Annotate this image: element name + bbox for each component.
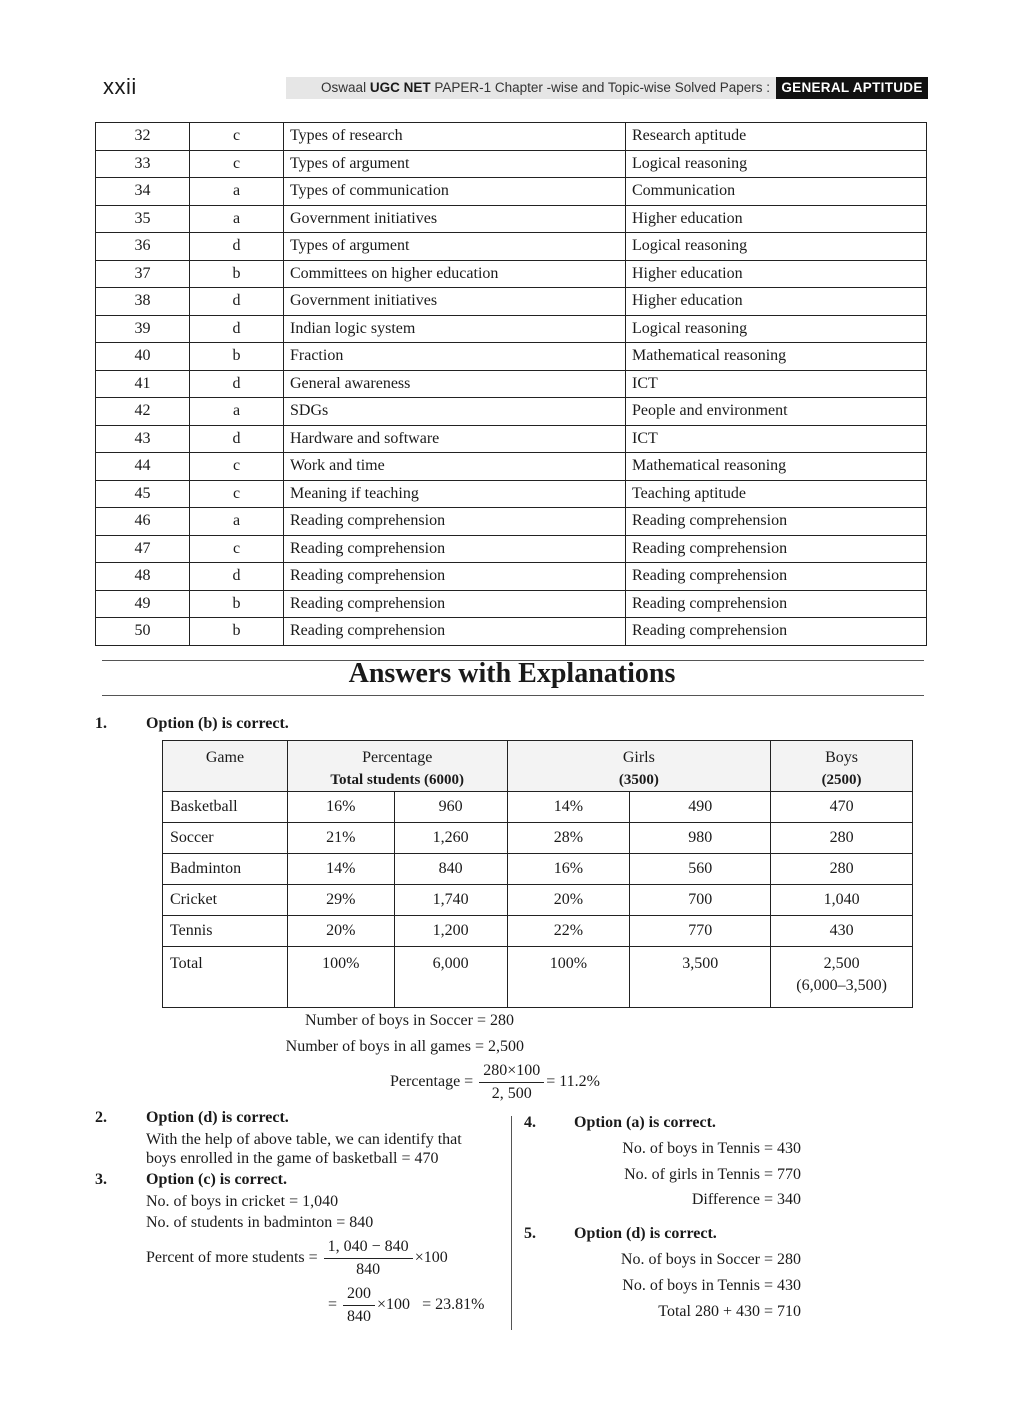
q4-line-girls-tennis: No. of girls in Tennis = 770 xyxy=(624,1166,801,1183)
option-cell: b xyxy=(190,260,284,288)
q1-percentage-label: Percentage = xyxy=(390,1073,474,1091)
option-cell: d xyxy=(190,233,284,261)
question-number-cell: 46 xyxy=(96,508,190,536)
cell-percentage: 21% xyxy=(287,823,394,854)
question-number-cell: 39 xyxy=(96,315,190,343)
area-cell: Reading comprehension xyxy=(626,590,927,618)
boys-total-note: (6,000–3,500) xyxy=(796,977,887,995)
cell-boys-count: 1,040 xyxy=(771,885,913,916)
question-number-cell: 41 xyxy=(96,370,190,398)
q1-heading: Option (b) is correct. xyxy=(146,715,289,732)
area-cell: Reading comprehension xyxy=(626,535,927,563)
topic-cell: Reading comprehension xyxy=(284,618,626,646)
option-cell: c xyxy=(190,480,284,508)
q3-line-students-badminton: No. of students in badminton = 840 xyxy=(146,1214,374,1231)
area-cell: ICT xyxy=(626,425,927,453)
option-cell: a xyxy=(190,205,284,233)
q3-line-boys-cricket: No. of boys in cricket = 1,040 xyxy=(146,1193,339,1210)
table-row xyxy=(163,854,913,885)
cell-girls-percentage: 14% xyxy=(507,792,630,823)
cell-game: Cricket xyxy=(163,885,288,916)
q3-mult-1: ×100 xyxy=(414,1249,448,1267)
cell-total-students: 1,200 xyxy=(394,916,507,947)
area-cell: Communication xyxy=(626,178,927,206)
table-row xyxy=(96,123,927,151)
table-row xyxy=(96,590,927,618)
q1-line-boys-all: Number of boys in all games = 2,500 xyxy=(285,1038,524,1055)
option-cell: d xyxy=(190,425,284,453)
option-cell: a xyxy=(190,398,284,426)
cell-boys-count: 2,500 (6,000–3,500) xyxy=(771,947,913,1008)
question-number-cell: 38 xyxy=(96,288,190,316)
q4-line-boys-tennis: No. of boys in Tennis = 430 xyxy=(622,1140,801,1157)
table-row xyxy=(163,823,913,854)
q1-percentage-result: = 11.2% xyxy=(546,1073,600,1091)
q2-text-line1: With the help of above table, we can identify that xyxy=(146,1131,462,1148)
cell-total-students: 1,740 xyxy=(394,885,507,916)
cell-girls-count: 700 xyxy=(630,885,771,916)
question-number-cell: 32 xyxy=(96,123,190,151)
area-cell: Reading comprehension xyxy=(626,563,927,591)
q5-line-total: Total 280 + 430 = 710 xyxy=(658,1303,801,1320)
area-cell: Logical reasoning xyxy=(626,315,927,343)
question-number-cell: 40 xyxy=(96,343,190,371)
table-row xyxy=(96,260,927,288)
cell-girls-count: 980 xyxy=(630,823,771,854)
header-rest: PAPER-1 Chapter -wise and Topic-wise Solved Papers : xyxy=(434,80,770,95)
option-cell: b xyxy=(190,590,284,618)
q2-text-line2: boys enrolled in the game of basketball = 470 xyxy=(146,1150,439,1167)
question-number-cell: 44 xyxy=(96,453,190,481)
cell-game: Basketball xyxy=(163,792,288,823)
table-row xyxy=(96,343,927,371)
table-row xyxy=(96,398,927,426)
option-cell: d xyxy=(190,315,284,343)
cell-percentage: 16% xyxy=(287,792,394,823)
q4-line-difference: Difference = 340 xyxy=(691,1191,801,1208)
option-cell: a xyxy=(190,508,284,536)
table-row xyxy=(163,885,913,916)
cell-game: Tennis xyxy=(163,916,288,947)
option-cell: d xyxy=(190,288,284,316)
q3-formula-label: Percent of more students = xyxy=(146,1249,318,1267)
page-number: xxii xyxy=(103,74,137,99)
q3-heading: Option (c) is correct. xyxy=(146,1171,287,1188)
col-header-girls-sub: (3500) xyxy=(618,771,659,788)
option-cell: c xyxy=(190,150,284,178)
option-cell: d xyxy=(190,563,284,591)
topic-cell: Indian logic system xyxy=(284,315,626,343)
q3-result: = 23.81% xyxy=(422,1296,485,1314)
q5-number: 5. xyxy=(524,1225,536,1242)
games-data-table xyxy=(162,740,913,1008)
question-number-cell: 33 xyxy=(96,150,190,178)
area-cell: ICT xyxy=(626,370,927,398)
table-row xyxy=(96,370,927,398)
q1-number: 1. xyxy=(95,715,107,732)
table-row xyxy=(96,618,927,646)
option-cell: d xyxy=(190,370,284,398)
table-row xyxy=(96,508,927,536)
topic-cell: Fraction xyxy=(284,343,626,371)
q1-line-boys-soccer: Number of boys in Soccer = 280 xyxy=(305,1012,514,1029)
question-number-cell: 49 xyxy=(96,590,190,618)
table-row xyxy=(96,233,927,261)
question-number-cell: 37 xyxy=(96,260,190,288)
q3-fraction-1: $\frac{1, 040 - 840}{840}$ xyxy=(324,1238,413,1279)
topic-cell: Types of communication xyxy=(284,178,626,206)
table-row xyxy=(96,150,927,178)
question-number-cell: 45 xyxy=(96,480,190,508)
question-number-cell: 35 xyxy=(96,205,190,233)
section-title: Answers with Explanations xyxy=(348,658,676,689)
answer-key-table xyxy=(95,122,927,646)
topic-cell: Committees on higher education xyxy=(284,260,626,288)
area-cell: People and environment xyxy=(626,398,927,426)
topic-cell: Government initiatives xyxy=(284,288,626,316)
cell-game: Soccer xyxy=(163,823,288,854)
q3-formula-1 xyxy=(146,1238,448,1279)
question-number-cell: 34 xyxy=(96,178,190,206)
topic-cell: Government initiatives xyxy=(284,205,626,233)
col-header-boys-sub: (2500) xyxy=(821,771,862,788)
question-number-cell: 50 xyxy=(96,618,190,646)
area-cell: Higher education xyxy=(626,260,927,288)
cell-percentage: 29% xyxy=(287,885,394,916)
q3-formula-2 xyxy=(328,1285,484,1326)
area-cell: Higher education xyxy=(626,288,927,316)
cell-percentage: 100% xyxy=(287,947,394,1008)
col-header-boys: Boys (2500) xyxy=(771,741,913,792)
area-cell: Logical reasoning xyxy=(626,150,927,178)
q5-heading: Option (d) is correct. xyxy=(574,1225,717,1242)
table-row xyxy=(96,480,927,508)
topic-cell: Meaning if teaching xyxy=(284,480,626,508)
table-row xyxy=(96,288,927,316)
cell-total-students: 960 xyxy=(394,792,507,823)
area-cell: Logical reasoning xyxy=(626,233,927,261)
area-cell: Reading comprehension xyxy=(626,618,927,646)
q5-line-boys-tennis: No. of boys in Tennis = 430 xyxy=(622,1277,801,1294)
q2-number: 2. xyxy=(95,1109,107,1126)
topic-cell: Reading comprehension xyxy=(284,508,626,536)
header-subject-tag: GENERAL APTITUDE xyxy=(776,77,928,99)
cell-boys-count: 280 xyxy=(771,823,913,854)
q1-percentage-formula xyxy=(390,1062,600,1103)
q4-heading: Option (a) is correct. xyxy=(574,1114,716,1131)
q1-fraction: $\frac{280\times 100}{2, 500}$ xyxy=(479,1062,544,1103)
area-cell: Higher education xyxy=(626,205,927,233)
cell-percentage: 20% xyxy=(287,916,394,947)
col-header-percentage: Percentage Total students (6000) xyxy=(287,741,507,792)
topic-cell: Reading comprehension xyxy=(284,590,626,618)
cell-girls-percentage: 100% xyxy=(507,947,630,1008)
cell-girls-count: 560 xyxy=(630,854,771,885)
option-cell: b xyxy=(190,343,284,371)
cell-girls-count: 770 xyxy=(630,916,771,947)
table-row-total xyxy=(163,947,913,1008)
option-cell: c xyxy=(190,453,284,481)
table-row xyxy=(96,425,927,453)
col-header-girls: Girls (3500) xyxy=(507,741,771,792)
q5-line-boys-soccer: No. of boys in Soccer = 280 xyxy=(620,1251,801,1268)
q4-number: 4. xyxy=(524,1114,536,1131)
q3-fraction-2: $\frac{200}{840}$ xyxy=(343,1285,375,1326)
q3-equals: = xyxy=(328,1296,338,1314)
cell-girls-count: 490 xyxy=(630,792,771,823)
question-number-cell: 48 xyxy=(96,563,190,591)
cell-girls-percentage: 22% xyxy=(507,916,630,947)
cell-boys-count: 470 xyxy=(771,792,913,823)
area-cell: Research aptitude xyxy=(626,123,927,151)
table-row xyxy=(96,205,927,233)
games-data-body xyxy=(163,792,913,1008)
area-cell: Teaching aptitude xyxy=(626,480,927,508)
cell-game: Badminton xyxy=(163,854,288,885)
question-number-cell: 43 xyxy=(96,425,190,453)
cell-boys-count: 280 xyxy=(771,854,913,885)
cell-girls-count: 3,500 xyxy=(630,947,771,1008)
topic-cell: Reading comprehension xyxy=(284,563,626,591)
option-cell: b xyxy=(190,618,284,646)
topic-cell: Hardware and software xyxy=(284,425,626,453)
option-cell: c xyxy=(190,123,284,151)
header-publisher: Oswaal xyxy=(321,80,367,95)
question-number-cell: 47 xyxy=(96,535,190,563)
table-row xyxy=(96,315,927,343)
column-divider xyxy=(511,1116,512,1330)
cell-total-students: 6,000 xyxy=(394,947,507,1008)
answer-key-body xyxy=(96,123,927,646)
q2-heading: Option (d) is correct. xyxy=(146,1109,289,1126)
cell-girls-percentage: 28% xyxy=(507,823,630,854)
col-header-percentage-sub: Total students (6000) xyxy=(330,771,465,788)
col-header-game: Game xyxy=(163,741,288,792)
cell-boys-count: 430 xyxy=(771,916,913,947)
topic-cell: General awareness xyxy=(284,370,626,398)
table-row xyxy=(96,453,927,481)
table-row xyxy=(163,916,913,947)
area-cell: Reading comprehension xyxy=(626,508,927,536)
question-number-cell: 42 xyxy=(96,398,190,426)
q3-number: 3. xyxy=(95,1171,107,1188)
cell-total-students: 840 xyxy=(394,854,507,885)
table-row xyxy=(96,563,927,591)
topic-cell: SDGs xyxy=(284,398,626,426)
area-cell: Mathematical reasoning xyxy=(626,343,927,371)
section-rule-bottom xyxy=(102,695,924,696)
cell-total-students: 1,260 xyxy=(394,823,507,854)
topic-cell: Work and time xyxy=(284,453,626,481)
running-header xyxy=(286,77,776,99)
table-row xyxy=(96,535,927,563)
topic-cell: Types of argument xyxy=(284,150,626,178)
table-row xyxy=(96,178,927,206)
cell-percentage: 14% xyxy=(287,854,394,885)
option-cell: a xyxy=(190,178,284,206)
table-row xyxy=(163,792,913,823)
question-number-cell: 36 xyxy=(96,233,190,261)
cell-girls-percentage: 16% xyxy=(507,854,630,885)
topic-cell: Types of argument xyxy=(284,233,626,261)
option-cell: c xyxy=(190,535,284,563)
q3-mult-2: ×100 xyxy=(377,1296,411,1314)
cell-girls-percentage: 20% xyxy=(507,885,630,916)
header-series: UGC NET xyxy=(369,80,431,95)
topic-cell: Types of research xyxy=(284,123,626,151)
cell-game: Total xyxy=(163,947,288,1008)
area-cell: Mathematical reasoning xyxy=(626,453,927,481)
topic-cell: Reading comprehension xyxy=(284,535,626,563)
